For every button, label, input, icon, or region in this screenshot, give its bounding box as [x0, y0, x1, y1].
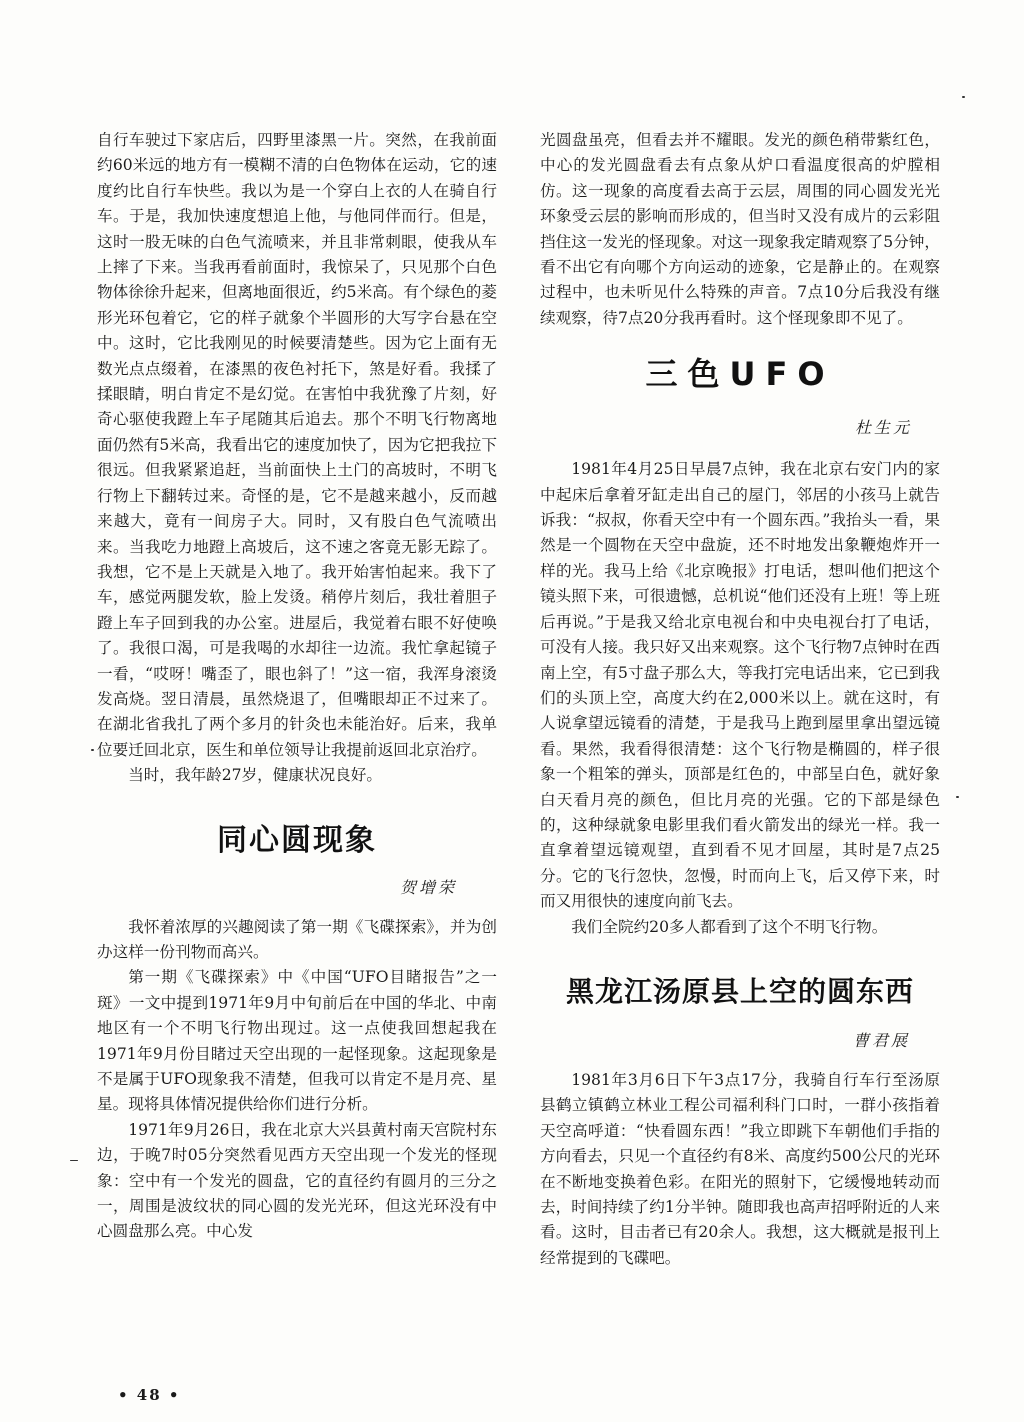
article-author: 杜生元 — [854, 418, 912, 438]
scan-speck — [70, 1160, 78, 1161]
spacer — [97, 907, 497, 915]
article-author: 贺增荣 — [399, 877, 457, 897]
scan-speck — [91, 749, 94, 751]
article-paragraph: 第一期《飞碟探索》中《中国“UFO目睹报告”之一斑》一文中提到1971年9月中旬前后在中国的华北、中南地区有一个不明飞行物出现过。这一点使我回想起我在1971年9月份目睹过天空出现的一起怪现象。这起现象是不是属于UFO现象我不清楚，但我可以肯定不是月亮、星星。现将具体情况提供给你们进行分析。 — [97, 968, 497, 1114]
article-title-three-color-ufo: 三色UFO — [645, 355, 835, 394]
article-paragraph: 1981年3月6日下午3点17分，我骑自行车行至汤原县鹤立镇鹤立林业工程公司福利科门口时，一群小孩指着天空高呼道：“快看圆东西！”我立即跳下车朝他们手指的方向看去，只见一个直径约有8米、高度约500公尺的光环在不断地变换着色彩。在阳光的照射下，它缓慢地转动而去，时间持续了约1分半钟。随即我也高声招呼附近的人来看。这时，目击者已有20余人。我想，这大概就是报刊上经常提到的飞碟吧。 — [540, 1070, 940, 1267]
page-number: • 48 • — [118, 1386, 181, 1404]
article-paragraph: 1971年9月26日，我在北京大兴县黄村南天宫院村东边，于晚7时05分突然看见西方天空出现一个发光的怪现象：空中有一个发光的圆盘，它的直径约有圆月的三分之一，周围是波纹状的同心圆的发光光环，但这光环没有中心圆盘那么亮。中心发 — [97, 1120, 497, 1241]
article-paragraph: 我怀着浓厚的兴趣阅读了第一期《飞碟探索》，并为创办这样一份刊物而高兴。 — [97, 917, 497, 961]
story-closing-paragraph: 当时，我年龄27岁，健康状况良好。 — [128, 766, 382, 785]
article-paragraph: 我们全院约20多人都看到了这个不明飞行物。 — [571, 917, 888, 936]
article-author: 曹君展 — [852, 1030, 910, 1050]
scan-speck — [956, 796, 959, 798]
story-continuation-paragraph: 自行车驶过下家店后，四野里漆黑一片。突然，在我前面约60米远的地方有一模糊不清的白色物体在运动，它的速度约比自行车快些。我以为是一个穿白上衣的人在骑自行车。于是，我加快速度想追上他，与他同伴而行。但是，这时一股无味的白色气流喷来，并且非常刺眼，使我从车上摔了下来。当我再看前面时，我惊呆了，只见那个白色物体徐徐升起来，但离地面很近，约5米高。有个绿色的菱形光环包着它，它的样子就象个半圆形的大写字台悬在空中。这时，它比我刚见的时候要清楚些。因为它上面有无数光点点缀着，在漆黑的夜色衬托下，煞是好看。我揉了揉眼睛，明白肯定不是幻觉。在害怕中我犹豫了片刻，好奇心驱使我蹬上车子尾随其后追去。那个不明飞行物离地面仍然有5米高，我看出它的速度加快了，因为它把我拉下很远。但我紧紧追赶，当前面快上土门的高坡时，不明飞行物上下翻转过来。奇怪的是，它不是越来越小，反而越来越大，竟有一间房子大。同时，又有股白色气流喷出来。当我吃力地蹬上高坡后，这不速之客竟无影无踪了。我想，它不是上天就是入地了。我开始害怕起来。我下了车，感觉两腿发软，脸上发烫。稍停片刻后，我壮着胆子蹬上车子回到我的办公室。进屋后，我觉着右眼不好使唤了。我很口渴，可是我喝的水却往一边流。我忙拿起镜子一看，“哎呀！嘴歪了，眼也斜了！”这一宿，我浑身滚烫发高烧。翌日清晨，虽然烧退了，但嘴眼却正不过来了。在湖北省我扎了两个多月的针灸也未能治好。后来，我单位要迁回北京，医生和单位领导让我提前返回北京治疗。 — [97, 131, 497, 759]
scan-speck — [962, 96, 965, 98]
left-column — [97, 128, 497, 1245]
article-title-heilongjiang: 黑龙江汤原县上空的圆东西 — [565, 974, 914, 1008]
article-continuation-paragraph: 光圆盘虽亮，但看去并不耀眼。发光的颜色稍带紫红色，中心的发光圆盘看去有点象从炉口看温度很高的炉膛相仿。这一现象的高度看去高于云层，周围的同心圆发光光环象受云层的影响而形成的，但当时又没有成片的云彩阻挡住这一发光的怪现象。对这一现象我定睛观察了5分钟，看不出它有向哪个方向运动的迹象，它是静止的。在观察过程中，也未听见什么特殊的声音。7点10分后我没有继续观察，待7点20分我再看时。这个怪现象即不见了。 — [540, 131, 940, 327]
article-paragraph: 1981年4月25日早晨7点钟，我在北京右安门内的家中起床后拿着牙缸走出自己的屋门，邻居的小孩马上就告诉我：“叔叔，你看天空中有一个圆东西。”我抬头一看，果然是一个圆物在天空中盘旋，还不时地发出象鞭炮炸开一样的光。我马上给《北京晚报》打电话，想叫他们把这个镜头照下来，可很遗憾，总机说“他们还没有上班！等上班后再说。”于是我又给北京电视台和中央电视台打了电话，可没有人接。我只好又出来观察。这个飞行物7点钟时在西南上空，有5寸盘子那么大，等我打完电话出来，它已到我们的头顶上空，高度大约在2,000米以上。就在这时，有人说拿望远镜看的清楚，于是我马上跑到屋里拿出望远镜看。果然，我看得很清楚：这个飞行物是椭圆的，样子很象一个粗笨的弹头，顶部是红色的，中部呈白色，就好象白天看月亮的颜色，但比月亮的光强。它的下部是绿色的，这种绿就象电影里我们看火箭发出的绿光一样。我一直拿着望远镜观望，直到看不见才回屋，其时是7点25分。它的飞行忽快，忽慢，时而向上飞，后又停下来，时而又用很快的速度向前飞去。 — [540, 460, 940, 911]
article-title-concentric-circles: 同心圆现象 — [217, 822, 377, 858]
right-column — [540, 128, 940, 1271]
